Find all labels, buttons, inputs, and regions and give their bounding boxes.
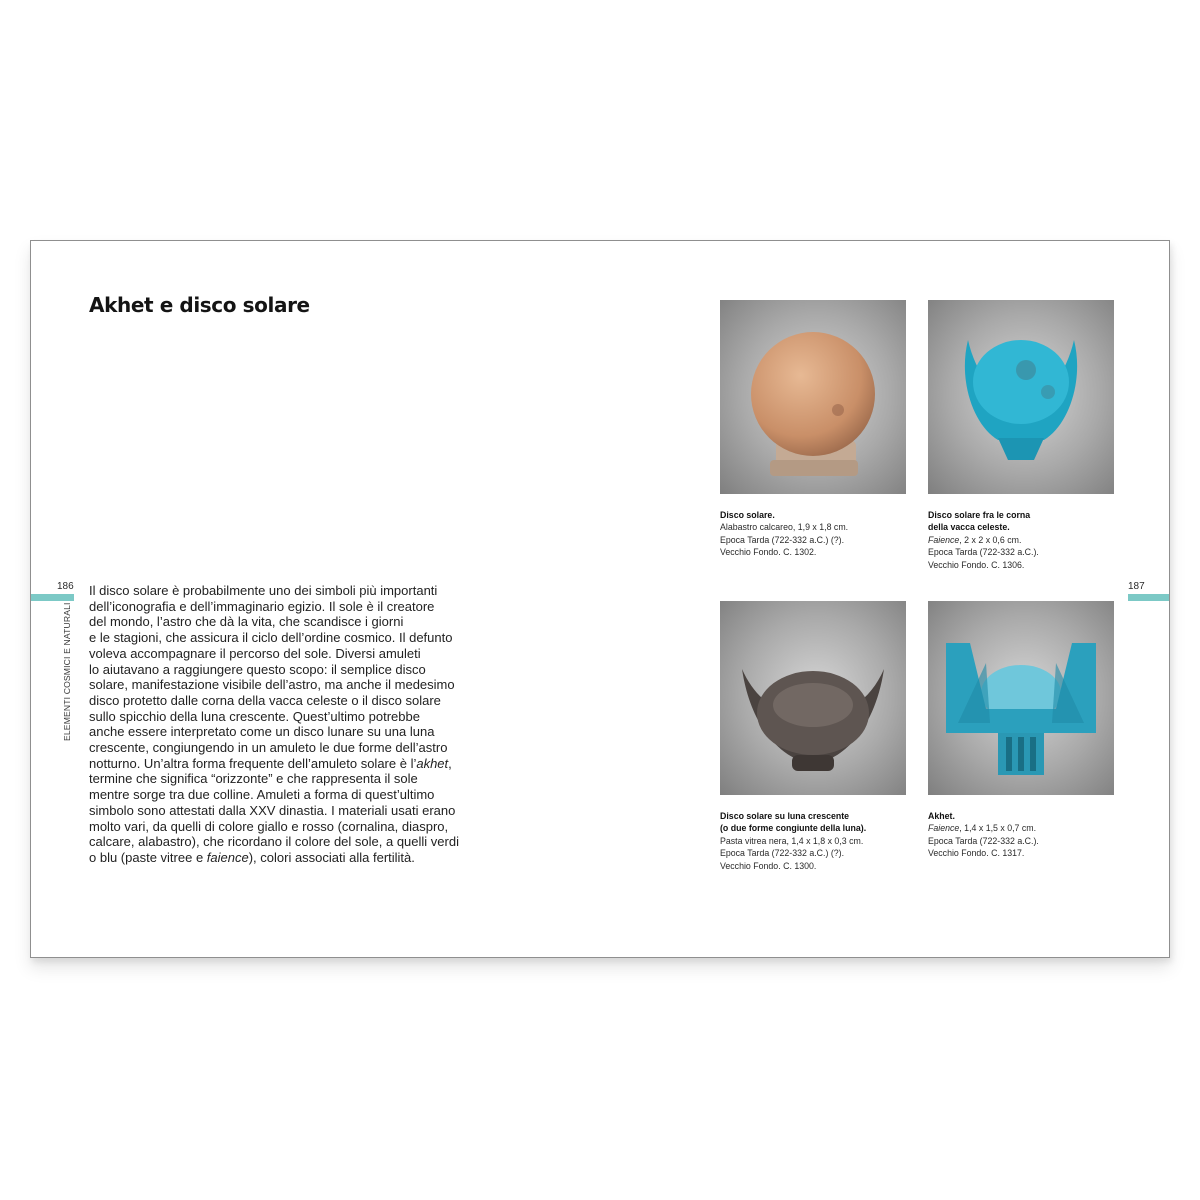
caption-inventory: Vecchio Fondo. C. 1300. <box>720 860 817 871</box>
caption-title: Akhet. <box>928 811 955 821</box>
material-text: Pasta vitrea nera <box>720 835 787 846</box>
material-text: Alabastro calcareo <box>720 522 793 533</box>
running-head: ELEMENTI COSMICI E NATURALI <box>62 602 72 741</box>
text-run: ), colori associati alla fertilità. <box>248 849 415 865</box>
caption-inventory: Vecchio Fondo. C. 1302. <box>720 547 817 558</box>
body-paragraph <box>89 583 499 866</box>
left-page-number: 186 <box>57 581 74 592</box>
caption-material <box>720 835 866 847</box>
text-run: o blu (paste vitree e <box>89 849 207 865</box>
caption-title: Disco solare fra le corna <box>928 510 1031 520</box>
caption-period: Epoca Tarda (722-332 a.C.). <box>928 547 1039 558</box>
caption-inventory: Vecchio Fondo. C. 1306. <box>928 559 1025 570</box>
text-line: e le stagioni, che assicura il ciclo dell’ordine cosmico. Il defunto <box>89 630 453 646</box>
caption-material <box>720 521 848 533</box>
photo-black-glass-disc-crescent <box>720 601 906 795</box>
text-line: Il disco solare è probabilmente uno dei simboli più importanti <box>89 583 438 598</box>
dimensions-text: , 1,9 x 1,8 cm. <box>792 522 849 533</box>
text-run: , <box>448 755 452 771</box>
material-text: Faience <box>928 823 960 834</box>
caption-material <box>928 534 1039 546</box>
text-line: mentre sorge tra due colline. Amuleti a forma di quest’ultimo <box>89 787 435 803</box>
left-folio-marker <box>31 594 74 601</box>
text-line: del mondo, l’astro che dà la vita, che scandisce i giorni <box>89 614 404 630</box>
text-run: notturno. Un’altra forma frequente dell’amuleto solare è l’ <box>89 755 417 771</box>
text-line <box>89 850 499 866</box>
caption-period: Epoca Tarda (722-332 a.C.). <box>928 835 1039 846</box>
caption-title: Disco solare. <box>720 510 775 520</box>
section-heading: Akhet e disco solare <box>89 293 310 317</box>
text-line: disco protetto dalle corna della vacca celeste o il disco solare <box>89 692 441 708</box>
right-page-number: 187 <box>1128 581 1145 592</box>
text-line: calcare, alabastro), che ricordano il colore del sole, a quelli verdi <box>89 834 459 850</box>
caption-inventory: Vecchio Fondo. C. 1317. <box>928 848 1025 859</box>
material-text: Faience <box>928 534 960 545</box>
right-folio-marker <box>1128 594 1169 601</box>
photo-faience-disc-cow-horns <box>928 300 1114 494</box>
text-line: simbolo sono attestati dalla XXV dinastia. I materiali usati erano <box>89 802 456 818</box>
caption-figure-4 <box>928 810 1039 860</box>
text-line: lo aiutavano a raggiungere questo scopo: il semplice disco <box>89 661 426 677</box>
caption-period: Epoca Tarda (722-332 a.C.) (?). <box>720 534 845 545</box>
photo-alabaster-sun-disc <box>720 300 906 494</box>
photo-faience-akhet <box>928 601 1114 795</box>
caption-title: (o due forme congiunte della luna). <box>720 823 867 834</box>
dimensions-text: , 2 x 2 x 0,6 cm. <box>959 534 1022 545</box>
text-line: voleva accompagnare il percorso del sole. Diversi amuleti <box>89 645 421 661</box>
text-line: dell’iconografia e dell’immaginario egizio. Il sole è il creatore <box>89 598 435 614</box>
caption-material <box>928 822 1039 834</box>
text-line: sullo spicchio della luna crescente. Quest’ultimo potrebbe <box>89 708 420 724</box>
caption-title: Disco solare su luna crescente <box>720 811 850 821</box>
dimensions-text: , 1,4 x 1,5 x 0,7 cm. <box>959 823 1037 834</box>
text-line: termine che significa “orizzonte” e che rappresenta il sole <box>89 771 418 787</box>
emphasis-akhet: akhet <box>416 755 449 771</box>
caption-figure-1 <box>720 509 848 559</box>
caption-title: della vacca celeste. <box>928 522 1010 533</box>
text-line: anche essere interpretato come un disco lunare su una luna <box>89 724 435 740</box>
text-line: crescente, congiungendo in un amuleto le due forme dell’astro <box>89 740 448 756</box>
emphasis-faience: faience <box>206 849 249 865</box>
text-line: molto vari, da quelli di colore giallo e rosso (cornalina, diaspro, <box>89 818 449 834</box>
dimensions-text: , 1,4 x 1,8 x 0,3 cm. <box>786 835 864 846</box>
text-line: solare, manifestazione visibile dell’astro, ma anche il medesimo <box>89 677 455 693</box>
book-spread <box>30 240 1170 958</box>
caption-figure-3 <box>720 810 866 872</box>
caption-figure-2 <box>928 509 1039 571</box>
caption-period: Epoca Tarda (722-332 a.C.) (?). <box>720 848 845 859</box>
text-line <box>89 756 499 772</box>
